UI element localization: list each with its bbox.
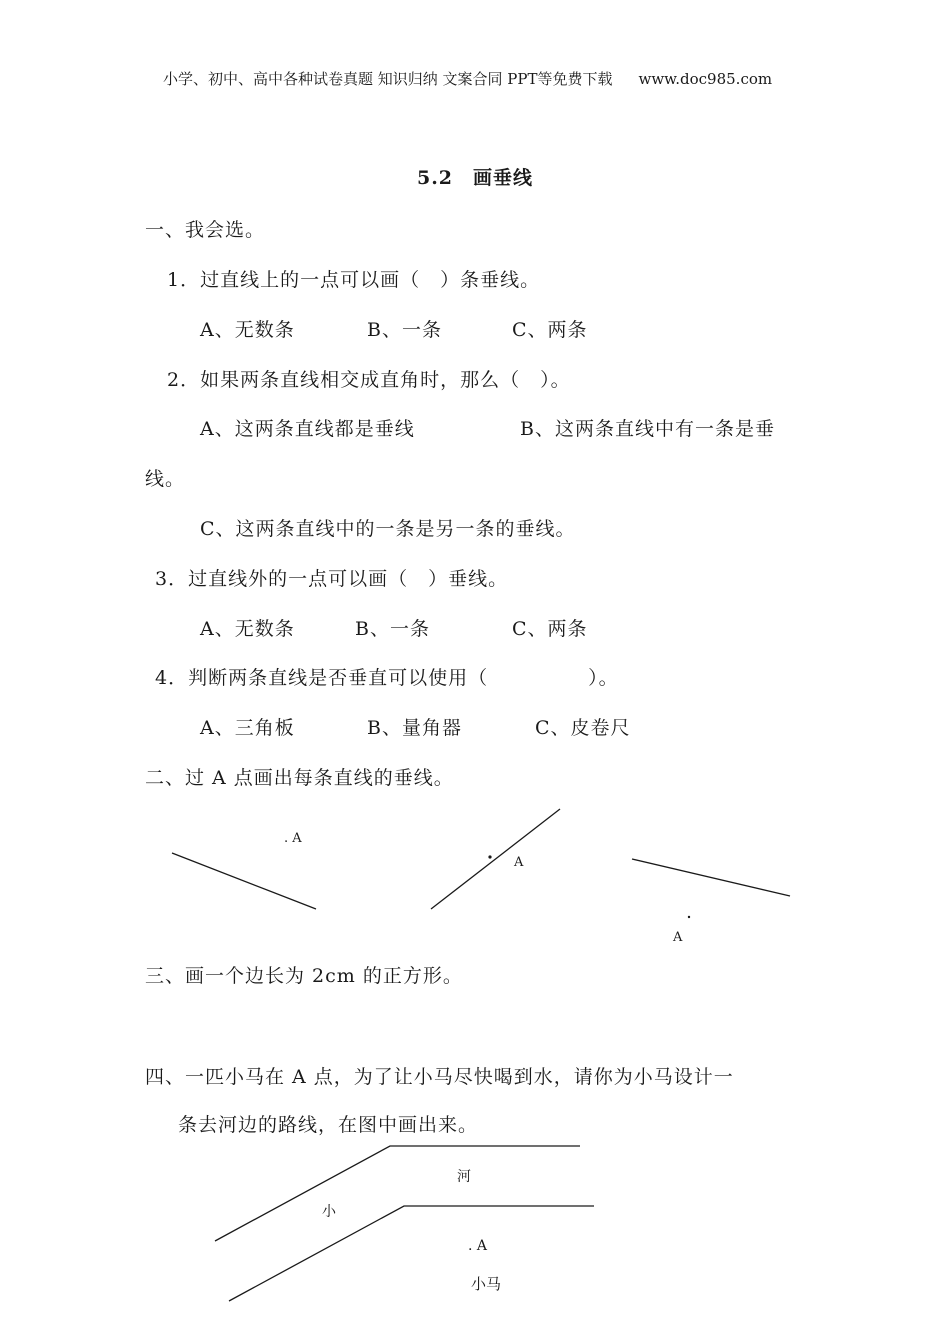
q4-option-a: A、三角板 <box>200 717 295 739</box>
page-title: 5.2 画垂线 <box>416 167 534 189</box>
q2-option-a: A、这两条直线都是垂线 <box>200 418 415 440</box>
header-text: 小学、初中、高中各种试卷真题 知识归纳 文案合同 PPT等免费下载 <box>163 70 613 88</box>
q4-option-c: C、皮卷尺 <box>535 717 631 739</box>
section3-heading: 三、画一个边长为 2cm 的正方形。 <box>145 965 463 987</box>
river-label-right: 河 <box>457 1169 471 1185</box>
section4-heading: 四、一匹小马在 A 点，为了让小马尽快喝到水，请你为小马设计一 <box>145 1066 734 1088</box>
river-bank-lower <box>229 1206 594 1301</box>
header-site: www.doc985.com <box>638 70 773 88</box>
q2-stem: 2．如果两条直线相交成直角时，那么（ ）。 <box>167 369 571 391</box>
q2-option-b-cont: 线。 <box>145 468 186 490</box>
q1-option-a: A、无数条 <box>200 319 295 341</box>
q3-option-c: C、两条 <box>512 618 588 640</box>
line-2 <box>431 809 560 909</box>
horse-point-label: . A <box>468 1238 488 1254</box>
point-a-3-dot <box>688 916 690 918</box>
q2-option-c: C、这两条直线中的一条是另一条的垂线。 <box>200 518 576 540</box>
q3-stem: 3．过直线外的一点可以画（ ）垂线。 <box>155 568 509 590</box>
q1-option-c: C、两条 <box>512 319 588 341</box>
q2-option-b: B、这两条直线中有一条是垂 <box>520 418 775 440</box>
section4-heading-cont: 条去河边的路线，在图中画出来。 <box>178 1114 479 1136</box>
q1-stem: 1．过直线上的一点可以画（ ）条垂线。 <box>167 269 541 291</box>
q4-stem: 4．判断两条直线是否垂直可以使用（ ）。 <box>155 667 619 689</box>
point-a-1-label: . A <box>284 831 302 846</box>
point-a-2-label: A <box>514 855 524 870</box>
q1-option-b: B、一条 <box>367 319 442 341</box>
line-1 <box>172 853 316 909</box>
section2-heading: 二、过 A 点画出每条直线的垂线。 <box>145 767 454 789</box>
section1-heading: 一、我会选。 <box>145 219 266 241</box>
q3-option-a: A、无数条 <box>200 618 295 640</box>
q4-option-b: B、量角器 <box>367 717 462 739</box>
horse-label: 小马 <box>471 1275 502 1293</box>
point-a-2-dot <box>488 855 491 858</box>
q3-option-b: B、一条 <box>355 618 430 640</box>
point-a-3-label: A <box>673 930 683 945</box>
river-label-left: 小 <box>322 1204 336 1220</box>
line-3 <box>632 859 790 896</box>
river-bank-upper <box>215 1146 580 1241</box>
